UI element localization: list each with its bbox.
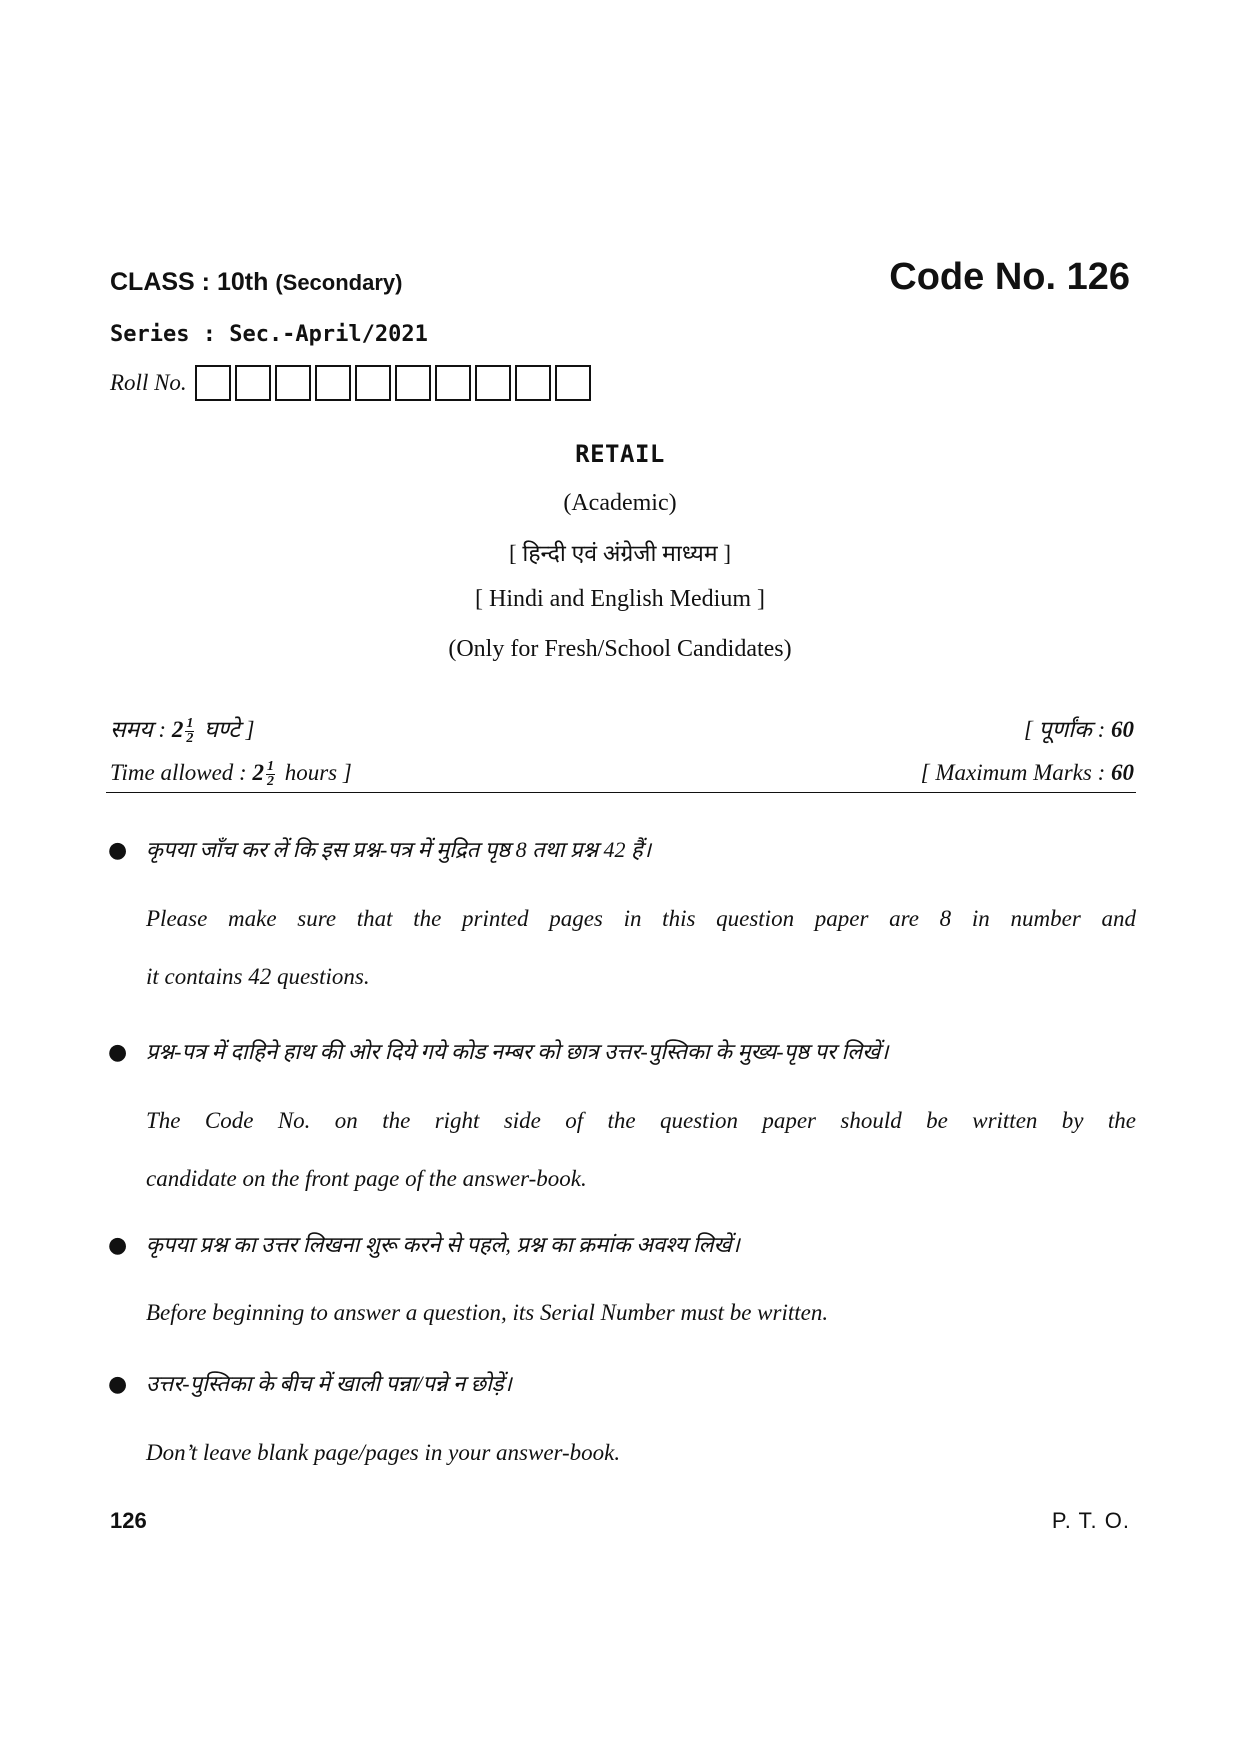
instruction-hindi: उत्तर-पुस्तिका के बीच में खाली पन्ना/पन्ने न छोड़ें। [146,1371,512,1396]
instruction-hindi: कृपया जाँच कर लें कि इस प्रश्न-पत्र में मुद्रित पृष्ठ 8 तथा प्रश्न 42 हैं। [146,837,652,862]
page-number: 126 [110,1508,147,1533]
instruction-english-line: Before beginning to answer a question, its Serial Number must be written. [146,1300,829,1325]
instruction-english [146,1284,1136,1342]
roll-number-box[interactable] [555,365,591,401]
roll-number-field [110,364,595,402]
class-text: CLASS : 10th [110,268,269,296]
instruction-english-line: Please make sure that the printed pages in this question paper are 8 in number and [146,906,1136,931]
marks-hindi-value: 60 [1111,717,1134,742]
bullet-icon: ● [108,1233,128,1258]
instruction-english [146,1092,1136,1208]
time-english [110,760,352,789]
marks-english-value: 60 [1111,760,1134,785]
instruction-english-line: The Code No. on the right side of the question paper should be written by the [146,1108,1136,1133]
fraction-denominator: 2 [266,774,274,790]
medium-english: [ Hindi and English Medium ] [475,586,765,612]
marks-english-label: [ Maximum Marks : [920,760,1111,785]
roll-number-box[interactable] [395,365,431,401]
time-english-unit: hours ] [284,760,352,785]
time-hindi-whole: 2 [171,717,184,742]
academic-label: (Academic) [563,490,677,516]
code-number: Code No. 126 [889,256,1130,298]
marks-hindi [1024,712,1134,744]
roll-number-box[interactable] [355,365,391,401]
fraction-numerator: 1 [186,716,194,732]
roll-number-box[interactable] [275,365,311,401]
instruction-hindi: कृपया प्रश्न का उत्तर लिखना शुरू करने से पहले, प्रश्न का क्रमांक अवश्य लिखें। [146,1232,740,1257]
time-hindi-unit: घण्टे ] [204,717,255,742]
fraction-denominator: 2 [186,731,194,747]
pto-label: P. T. O. [1051,1508,1130,1533]
roll-number-box[interactable] [315,365,351,401]
time-hindi-label: समय : [110,717,172,742]
time-hindi [110,712,255,746]
roll-number-boxes [195,365,595,401]
roll-number-label: Roll No. [110,370,187,395]
roll-number-box[interactable] [235,365,271,401]
time-english-label: Time allowed : [110,760,253,785]
class-secondary-text: (Secondary) [275,270,403,295]
bullet-icon: ● [108,1372,128,1397]
class-label [110,268,402,297]
roll-number-box[interactable] [475,365,511,401]
subject-title: RETAIL [575,440,665,468]
time-hindi-fraction [185,717,194,746]
time-english-whole: 2 [252,760,264,785]
marks-hindi-label: [ पूर्णांक : [1023,717,1111,742]
instruction-english-line: it contains 42 questions. [146,964,370,989]
instruction-hindi: प्रश्न-पत्र में दाहिने हाथ की ओर दिये गये कोड नम्बर को छात्र उत्तर-पुस्तिका के मुख्य-पृष्ठ पर लिखें। [146,1039,889,1064]
divider-line [106,792,1136,793]
instruction-english [146,890,1136,1006]
bullet-icon: ● [108,838,128,863]
marks-english [921,760,1134,786]
candidates-label: (Only for Fresh/School Candidates) [448,636,792,662]
instruction-english [146,1424,1136,1482]
time-english-fraction [266,760,275,789]
fraction-numerator: 1 [266,759,274,775]
instruction-english-line: candidate on the front page of the answer-book. [146,1166,587,1191]
instruction-english-line: Don’t leave blank page/pages in your answer-book. [146,1440,621,1465]
roll-number-box[interactable] [515,365,551,401]
series-label: Series : Sec.-April/2021 [110,322,428,347]
roll-number-box[interactable] [435,365,471,401]
medium-hindi: [ हिन्दी एवं अंग्रेजी माध्यम ] [508,541,732,566]
bullet-icon: ● [108,1040,128,1065]
roll-number-box[interactable] [195,365,231,401]
